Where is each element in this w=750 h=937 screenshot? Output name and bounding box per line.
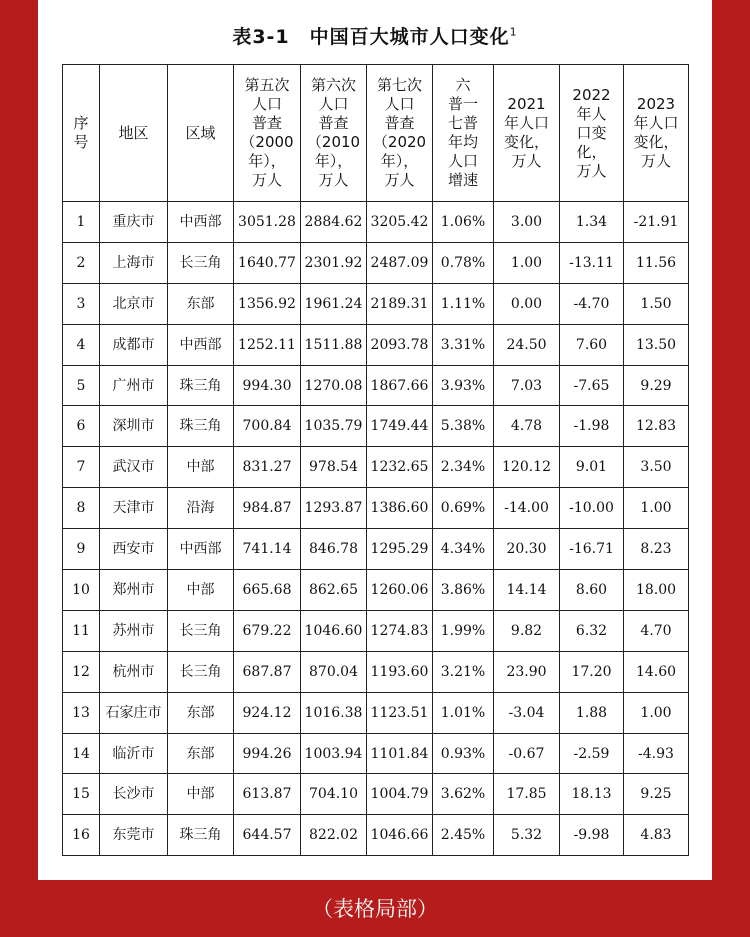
table-row — [63, 202, 689, 243]
table-row — [63, 365, 689, 406]
table-row — [63, 406, 689, 447]
table-cell: 3.00 — [494, 202, 560, 243]
table-cell: 13 — [63, 692, 100, 733]
table-cell: 8.60 — [560, 570, 624, 611]
table-cell: 深圳市 — [100, 406, 168, 447]
table-cell: 3.31% — [433, 324, 494, 365]
column-header: 第七次 人口 普查 （2020 年）， 万人 — [367, 65, 433, 202]
table-cell: 1.00 — [624, 488, 689, 529]
table-cell: 杭州市 — [100, 651, 168, 692]
table-cell: 5.32 — [494, 815, 560, 856]
table-cell: 984.87 — [234, 488, 301, 529]
table-cell: 西安市 — [100, 529, 168, 570]
table-cell: 4.34% — [433, 529, 494, 570]
table-cell: 3.86% — [433, 570, 494, 611]
table-cell: 1.50 — [624, 283, 689, 324]
table-cell: 1356.92 — [234, 283, 301, 324]
column-header: 2022 年人 口变 化， 万人 — [560, 65, 624, 202]
table-cell: 4 — [63, 324, 100, 365]
table-cell: 沿海 — [168, 488, 234, 529]
table-cell: 2 — [63, 242, 100, 283]
table-cell: 2093.78 — [367, 324, 433, 365]
population-table — [62, 64, 689, 856]
table-cell: 东莞市 — [100, 815, 168, 856]
table-cell: 1270.08 — [301, 365, 367, 406]
table-cell: 成都市 — [100, 324, 168, 365]
document-page — [38, 0, 712, 880]
table-cell: 1252.11 — [234, 324, 301, 365]
table-cell: 13.50 — [624, 324, 689, 365]
table-cell: 23.90 — [494, 651, 560, 692]
table-cell: 17.20 — [560, 651, 624, 692]
caption-partial-table: （表格局部） — [312, 897, 438, 921]
table-cell: 9.25 — [624, 774, 689, 815]
table-cell: 1.06% — [433, 202, 494, 243]
table-cell: 5.38% — [433, 406, 494, 447]
table-cell: -16.71 — [560, 529, 624, 570]
table-cell: 1.00 — [624, 692, 689, 733]
table-cell: -3.04 — [494, 692, 560, 733]
table-cell: 长三角 — [168, 610, 234, 651]
table-cell: 苏州市 — [100, 610, 168, 651]
table-cell: 中西部 — [168, 324, 234, 365]
table-cell: 12.83 — [624, 406, 689, 447]
table-cell: 1101.84 — [367, 733, 433, 774]
footnote-marker: 1 — [509, 25, 518, 39]
table-cell: 1046.66 — [367, 815, 433, 856]
table-cell: 4.78 — [494, 406, 560, 447]
table-cell: 3 — [63, 283, 100, 324]
table-cell: 24.50 — [494, 324, 560, 365]
table-cell: 1386.60 — [367, 488, 433, 529]
column-header: 六 普一 七普 年均 人口 增速 — [433, 65, 494, 202]
table-cell: 17.85 — [494, 774, 560, 815]
table-row — [63, 692, 689, 733]
table-cell: 中部 — [168, 447, 234, 488]
table-cell: 18.00 — [624, 570, 689, 611]
table-cell: 679.22 — [234, 610, 301, 651]
table-cell: 5 — [63, 365, 100, 406]
table-cell: 1295.29 — [367, 529, 433, 570]
table-cell: 7.60 — [560, 324, 624, 365]
table-cell: 9.29 — [624, 365, 689, 406]
table-cell: 7 — [63, 447, 100, 488]
table-cell: 1.00 — [494, 242, 560, 283]
table-cell: 1123.51 — [367, 692, 433, 733]
table-cell: 珠三角 — [168, 406, 234, 447]
table-cell: 1232.65 — [367, 447, 433, 488]
table-cell: 1004.79 — [367, 774, 433, 815]
table-cell: 822.02 — [301, 815, 367, 856]
table-cell: 天津市 — [100, 488, 168, 529]
table-header-row — [63, 65, 689, 202]
table-cell: 994.30 — [234, 365, 301, 406]
table-cell: 中部 — [168, 774, 234, 815]
table-cell: 珠三角 — [168, 365, 234, 406]
table-cell: 1.01% — [433, 692, 494, 733]
table-cell: 6 — [63, 406, 100, 447]
table-cell: 0.93% — [433, 733, 494, 774]
table-cell: 长沙市 — [100, 774, 168, 815]
table-cell: 临沂市 — [100, 733, 168, 774]
table-cell: 2487.09 — [367, 242, 433, 283]
table-cell: 9 — [63, 529, 100, 570]
table-cell: 8 — [63, 488, 100, 529]
table-cell: 广州市 — [100, 365, 168, 406]
column-header: 2023 年人口 变化， 万人 — [624, 65, 689, 202]
table-cell: 重庆市 — [100, 202, 168, 243]
table-cell: 石家庄市 — [100, 692, 168, 733]
table-cell: 613.87 — [234, 774, 301, 815]
table-cell: 2189.31 — [367, 283, 433, 324]
table-cell: 武汉市 — [100, 447, 168, 488]
table-cell: -0.67 — [494, 733, 560, 774]
table-row — [63, 488, 689, 529]
column-header: 区域 — [168, 65, 234, 202]
table-cell: 0.69% — [433, 488, 494, 529]
table-cell: 北京市 — [100, 283, 168, 324]
table-cell: 2.45% — [433, 815, 494, 856]
table-cell: 20.30 — [494, 529, 560, 570]
table-cell: 1.11% — [433, 283, 494, 324]
table-cell: 1274.83 — [367, 610, 433, 651]
table-cell: 9.82 — [494, 610, 560, 651]
table-cell: 15 — [63, 774, 100, 815]
table-row — [63, 610, 689, 651]
table-cell: 14.60 — [624, 651, 689, 692]
table-cell: -4.70 — [560, 283, 624, 324]
table-row — [63, 242, 689, 283]
table-cell: 4.70 — [624, 610, 689, 651]
table-cell: 700.84 — [234, 406, 301, 447]
table-row — [63, 774, 689, 815]
table-cell: -10.00 — [560, 488, 624, 529]
table-cell: 1640.77 — [234, 242, 301, 283]
table-cell: 3051.28 — [234, 202, 301, 243]
table-row — [63, 529, 689, 570]
column-header: 第五次 人口 普查 （2000 年）， 万人 — [234, 65, 301, 202]
table-cell: 东部 — [168, 733, 234, 774]
table-cell: 1961.24 — [301, 283, 367, 324]
table-cell: 1.99% — [433, 610, 494, 651]
table-cell: 长三角 — [168, 651, 234, 692]
table-title — [38, 22, 712, 49]
table-body — [63, 202, 689, 856]
table-cell: 870.04 — [301, 651, 367, 692]
table-cell: 846.78 — [301, 529, 367, 570]
table-row — [63, 570, 689, 611]
table-cell: 1046.60 — [301, 610, 367, 651]
table-cell: 978.54 — [301, 447, 367, 488]
table-cell: 长三角 — [168, 242, 234, 283]
table-row — [63, 815, 689, 856]
table-cell: -1.98 — [560, 406, 624, 447]
table-cell: 1.88 — [560, 692, 624, 733]
table-cell: 3205.42 — [367, 202, 433, 243]
table-cell: 1003.94 — [301, 733, 367, 774]
table-cell: 9.01 — [560, 447, 624, 488]
table-cell: 924.12 — [234, 692, 301, 733]
table-cell: 10 — [63, 570, 100, 611]
table-cell: 4.83 — [624, 815, 689, 856]
table-cell: 珠三角 — [168, 815, 234, 856]
table-cell: 3.50 — [624, 447, 689, 488]
table-cell: 12 — [63, 651, 100, 692]
table-cell: -7.65 — [560, 365, 624, 406]
table-cell: 7.03 — [494, 365, 560, 406]
table-cell: 704.10 — [301, 774, 367, 815]
table-cell: 994.26 — [234, 733, 301, 774]
table-cell: -4.93 — [624, 733, 689, 774]
table-cell: 665.68 — [234, 570, 301, 611]
table-row — [63, 283, 689, 324]
table-cell: -9.98 — [560, 815, 624, 856]
table-cell: 14 — [63, 733, 100, 774]
table-cell: 东部 — [168, 283, 234, 324]
table-cell: 中西部 — [168, 529, 234, 570]
table-cell: 1016.38 — [301, 692, 367, 733]
column-header: 地区 — [100, 65, 168, 202]
table-cell: 郑州市 — [100, 570, 168, 611]
table-cell: 1 — [63, 202, 100, 243]
table-cell: 11.56 — [624, 242, 689, 283]
table-cell: 6.32 — [560, 610, 624, 651]
table-cell: 1035.79 — [301, 406, 367, 447]
table-cell: 2.34% — [433, 447, 494, 488]
table-cell: 1.34 — [560, 202, 624, 243]
table-row — [63, 324, 689, 365]
table-cell: 3.93% — [433, 365, 494, 406]
column-header: 2021 年人口 变化， 万人 — [494, 65, 560, 202]
table-cell: 1193.60 — [367, 651, 433, 692]
table-cell: 东部 — [168, 692, 234, 733]
table-cell: 862.65 — [301, 570, 367, 611]
table-cell: 2301.92 — [301, 242, 367, 283]
table-cell: 1867.66 — [367, 365, 433, 406]
table-cell: 中西部 — [168, 202, 234, 243]
table-cell: 687.87 — [234, 651, 301, 692]
table-cell: -21.91 — [624, 202, 689, 243]
column-header: 序 号 — [63, 65, 100, 202]
table-cell: 3.21% — [433, 651, 494, 692]
table-cell: -14.00 — [494, 488, 560, 529]
table-row — [63, 447, 689, 488]
table-cell: 上海市 — [100, 242, 168, 283]
table-row — [63, 733, 689, 774]
column-header: 第六次 人口 普查 （2010 年）， 万人 — [301, 65, 367, 202]
table-cell: -13.11 — [560, 242, 624, 283]
table-cell: 3.62% — [433, 774, 494, 815]
table-row — [63, 651, 689, 692]
table-cell: 0.00 — [494, 283, 560, 324]
table-cell: 831.27 — [234, 447, 301, 488]
table-cell: 14.14 — [494, 570, 560, 611]
table-cell: -2.59 — [560, 733, 624, 774]
table-cell: 644.57 — [234, 815, 301, 856]
table-cell: 0.78% — [433, 242, 494, 283]
table-cell: 1749.44 — [367, 406, 433, 447]
table-cell: 741.14 — [234, 529, 301, 570]
table-cell: 1293.87 — [301, 488, 367, 529]
table-cell: 2884.62 — [301, 202, 367, 243]
table-title-text: 表3-1 中国百大城市人口变化 — [232, 26, 510, 48]
table-cell: 18.13 — [560, 774, 624, 815]
table-cell: 中部 — [168, 570, 234, 611]
table-cell: 1511.88 — [301, 324, 367, 365]
table-cell: 11 — [63, 610, 100, 651]
table-cell: 120.12 — [494, 447, 560, 488]
table-cell: 16 — [63, 815, 100, 856]
table-cell: 8.23 — [624, 529, 689, 570]
table-cell: 1260.06 — [367, 570, 433, 611]
